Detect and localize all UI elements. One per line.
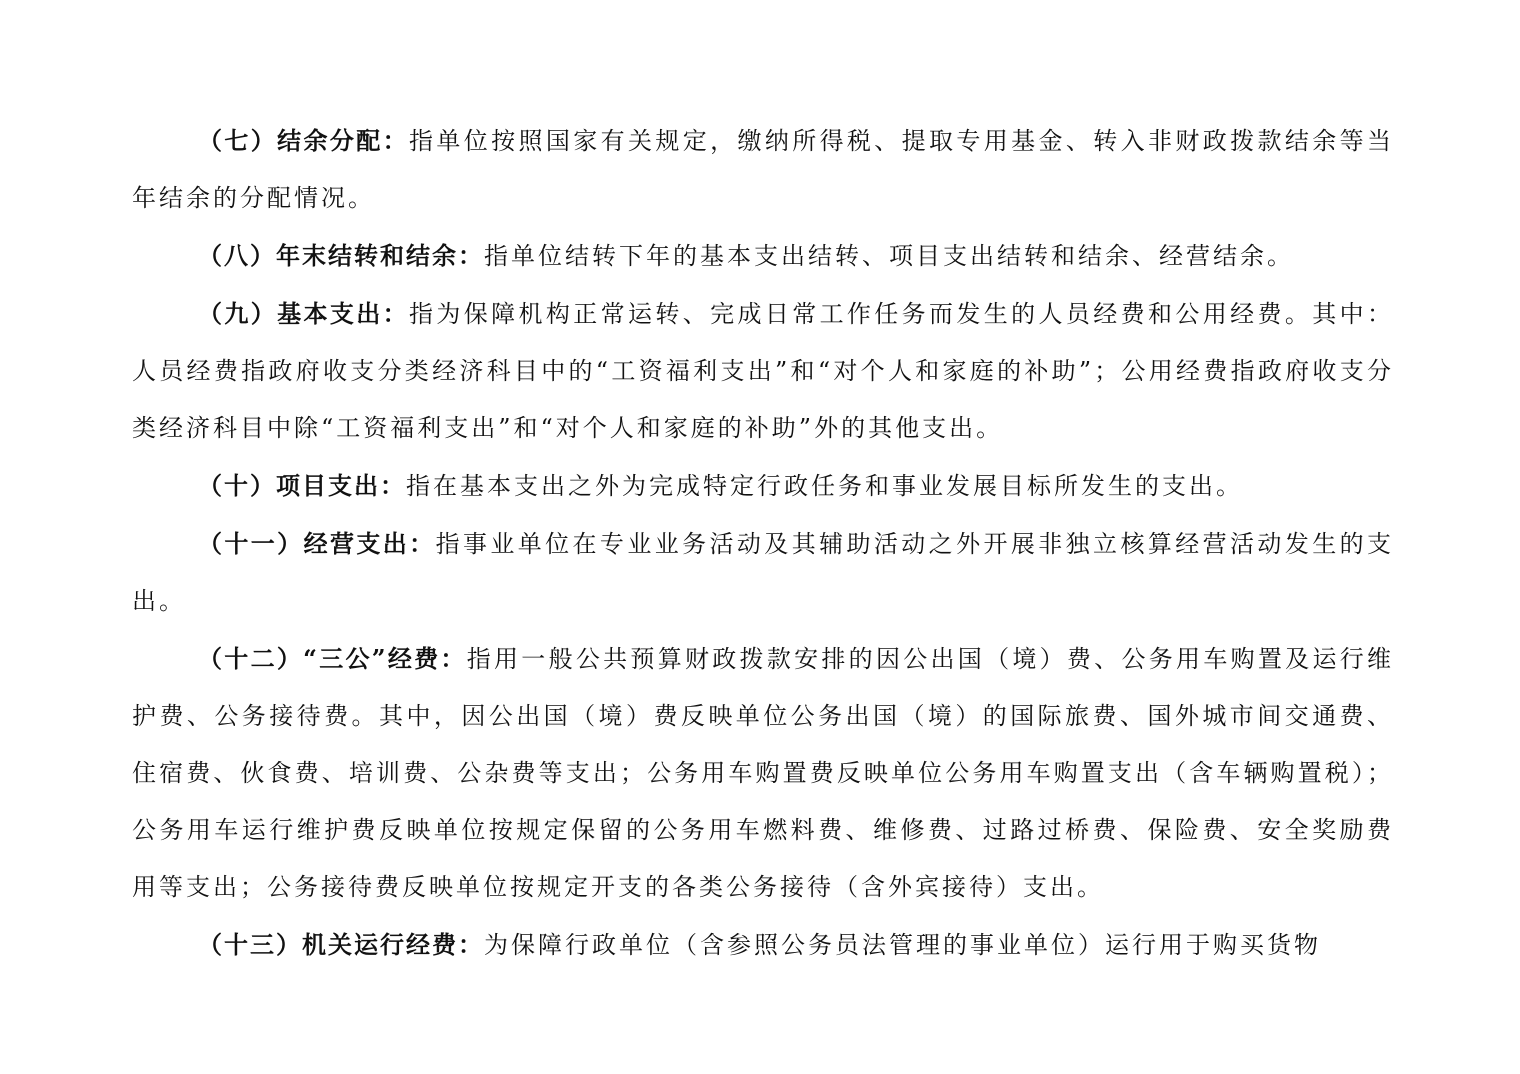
paragraph-operating-expenditure	[132, 515, 1394, 630]
paragraph-basic-expenditure	[132, 285, 1394, 457]
term-heading: （七）结余分配：	[198, 126, 409, 155]
term-heading: （十）项目支出：	[198, 471, 406, 500]
paragraph-agency-operating-expenses	[132, 916, 1394, 974]
term-definition: 指用一般公共预算财政拨款安排的因公出国（境）费、公务用车购置及运行维护费、公务接待费。其中，因公出国（境）费反映单位公务出国（境）的国际旅费、国外城市间交通费、住宿费、伙食费、培训费、公杂费等支出；公务用车购置费反映单位公务用车购置支出（含车辆购置税）；公务用车运行维护费反映单位按规定保留的公务用车燃料费、维修费、过路过桥费、保险费、安全奖励费用等支出；公务接待费反映单位按规定开支的各类公务接待（含外宾接待）支出。	[132, 645, 1395, 901]
term-definition: 为保障行政单位（含参照公务员法管理的事业单位）运行用于购买货物	[484, 931, 1321, 959]
term-heading: （十三）机关运行经费：	[198, 930, 484, 959]
paragraph-surplus-distribution	[132, 112, 1394, 227]
paragraph-year-end-carryover	[132, 227, 1394, 285]
paragraph-project-expenditure	[132, 457, 1394, 515]
paragraph-three-public-expenses	[132, 630, 1394, 916]
term-definition: 指为保障机构正常运转、完成日常工作任务而发生的人员经费和公用经费。其中：人员经费指政府收支分类经济科目中的“工资福利支出”和“对个人和家庭的补助”；公用经费指政府收支分类经济科目中除“工资福利支出”和“对个人和家庭的补助”外的其他支出。	[132, 300, 1395, 442]
document-body	[132, 112, 1394, 974]
term-heading: （十一）经营支出：	[198, 529, 436, 558]
term-definition: 指单位结转下年的基本支出结转、项目支出结转和结余、经营结余。	[484, 242, 1294, 270]
term-heading: （八）年末结转和结余：	[198, 241, 484, 270]
term-definition: 指在基本支出之外为完成特定行政任务和事业发展目标所发生的支出。	[406, 472, 1243, 500]
term-heading: （十二）“三公”经费：	[198, 644, 467, 673]
term-definition: 指事业单位在专业业务活动及其辅助活动之外开展非独立核算经营活动发生的支出。	[132, 530, 1395, 615]
term-heading: （九）基本支出：	[198, 299, 409, 328]
term-definition: 指单位按照国家有关规定，缴纳所得税、提取专用基金、转入非财政拨款结余等当年结余的分配情况。	[132, 127, 1395, 212]
